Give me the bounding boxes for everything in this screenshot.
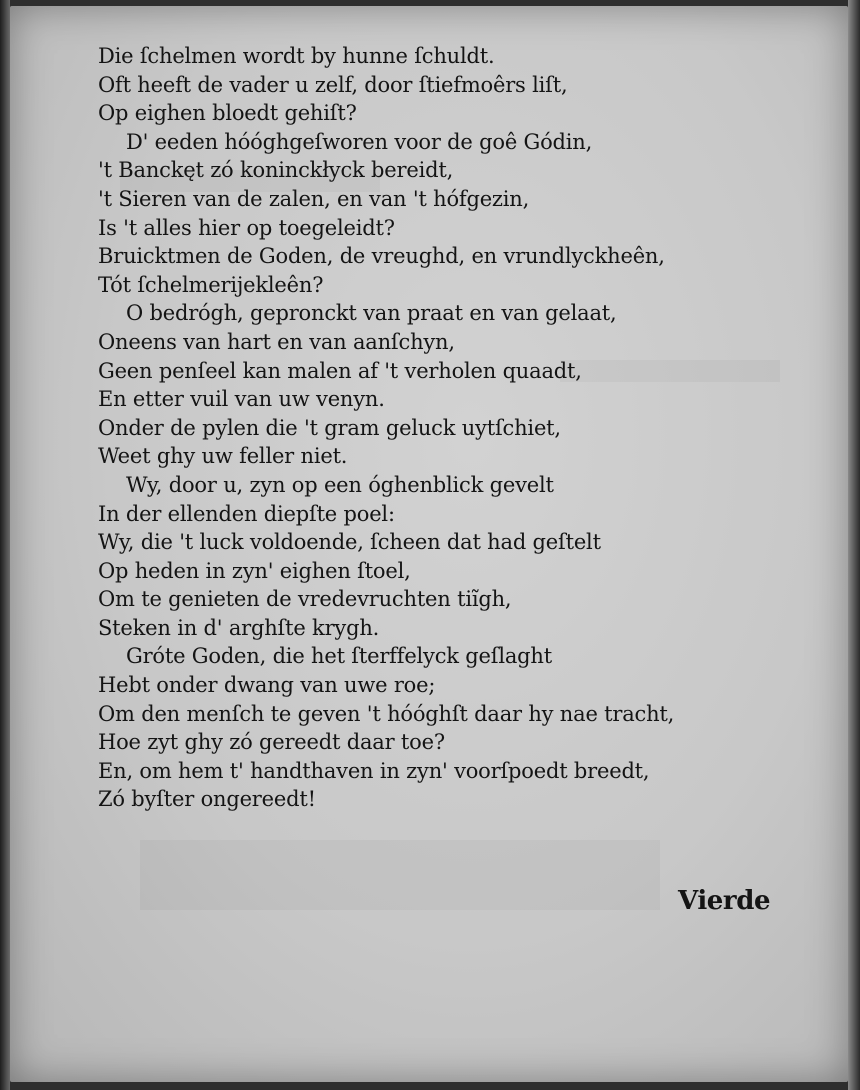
poem-line: O bedrógh, gepronckt van praat en van gelaat, — [126, 301, 617, 326]
poem-line: Oft heeft de vader u zelf, door ſtiefmoêrs liſt, — [98, 72, 568, 97]
poem-line: Is 't alles hier op toegeleidt? — [98, 215, 395, 240]
poem-line: Onder de pylen die 't gram geluck uytſchiet, — [98, 415, 561, 440]
catchword: Vierde — [678, 886, 771, 916]
poem-line: Weet ghy uw feller niet. — [98, 444, 348, 469]
poem-line: Op eighen bloedt gehiſt? — [98, 101, 357, 126]
poem-line: Wy, door u, zyn op een óghenblick gevelt — [126, 472, 554, 497]
poem-line: Hoe zyt ghy zó gereedt daar toe? — [98, 730, 445, 755]
poem-line: Wy, die 't luck voldoende, ſcheen dat had geſtelt — [98, 530, 601, 555]
poem-line: Hebt onder dwang van uwe roe; — [98, 673, 436, 698]
poem-line: En etter vuil van uw venyn. — [98, 387, 385, 412]
poem-line: Gróte Goden, die het ſterffelyck geſlaght — [126, 644, 552, 669]
poem-line: D' eeden hóóghgeſworen voor de goê Gódin, — [126, 129, 593, 154]
show-through-smudge — [140, 840, 660, 910]
page-edge — [848, 0, 860, 1090]
poem-line: In der ellenden diepſte poel: — [98, 501, 395, 526]
poem-line: 't Banckęt zó koninckłyck bereidt, — [98, 158, 454, 183]
poem-line: Op heden in zyn' eighen ſtoel, — [98, 558, 411, 583]
poem-line: Om te genieten de vredevruchten tiĩgh, — [98, 587, 512, 612]
poem-line: 't Sieren van de zalen, en van 't hófgezin, — [98, 186, 530, 211]
poem-line: Om den menſch te geven 't hóóghſt daar hy nae tracht, — [98, 701, 675, 726]
poem-line: Bruicktmen de Goden, de vreughd, en vrundlyckheên, — [98, 244, 665, 269]
poem-line: Die ſchelmen wordt by hunne ſchuldt. — [98, 44, 495, 68]
poem-line: Oneens van hart en van aanſchyn, — [98, 329, 455, 354]
book-gutter — [0, 0, 10, 1090]
poem-line: Steken in d' arghſte krygh. — [98, 615, 380, 640]
poem-text — [98, 42, 674, 814]
poem-line: En, om hem t' handthaven in zyn' voorſpoedt breedt, — [98, 758, 650, 783]
poem-line: Zó byſter ongereedt! — [98, 787, 316, 812]
poem-line: Geen penſeel kan malen af 't verholen quaadt, — [98, 358, 582, 383]
poem-line: Tót ſchelmerijekleên? — [98, 272, 324, 297]
